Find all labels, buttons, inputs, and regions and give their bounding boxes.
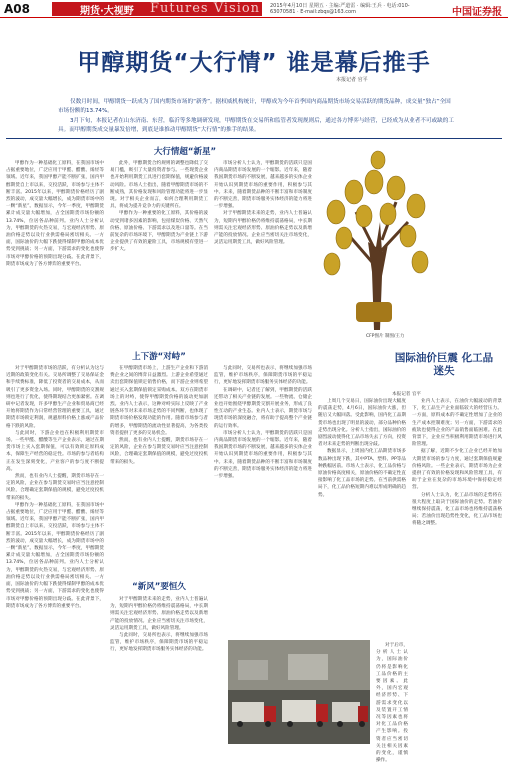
text-column-8: [318, 398, 406, 638]
header-meta: 2015年4月10日 星期五 · 主编:严道雷 · 编辑:王兵 · 电话:010-63070581 · E-mail:zbqs@163.com: [270, 3, 410, 15]
tanker-trucks-icon: [228, 640, 370, 744]
subhead-1: 大行情超“新星”: [153, 147, 217, 157]
article-lead: [58, 98, 454, 136]
tanker-trucks-photo: [228, 640, 370, 744]
paragraph: 然而，也有业内人士提醒，期货市场存在一定的风险，企业在参与期货交易时应当注意控制风险，合理确定套期保值的规模，避免过度投机带来的损失。: [110, 438, 208, 465]
paragraph: 数据显示，上周国内化工品期货市场多数品种出现下跌，其中PTA、塑料、PP等品种跌幅居前。市场人士表示，化工品价格与原油价格高度相关，原油价格的不确定性直接影响了化工品市场的走势。在当前供需格局下，化工品价格短期内难以形成明确的趋势。: [318, 449, 406, 498]
divider: [6, 138, 502, 139]
section-title: 期货·大视野: [80, 6, 134, 17]
page-number: A08: [4, 2, 30, 16]
paragraph: 甲醇作为一种基础化工原料，在我国市场中占据重要地位，广泛应用于甲醛、醋酸、烯烃等领域。近年来，我国甲醇产能不断扩张，国内甲醇期货自上市以来，交投活跃，市场参与主体不断丰富。2015年以来，甲醇期货价格经历了剧烈的波动，成交量大幅增长，成为期货市场中的一颗“新星”。数据显示，今年一季度，甲醇期货累计成交量大幅增加，占全国期货市场份额的13.74%，位居各品种前列。业内人士分析认为，甲醇期货的火热交易，与宏观经济形势、原油价格走势以及行业供需格局密切相关。一方面，国际油价的大幅下跌使得煤制甲醇的成本优势受到挑战；另一方面，下游需求的变化也使得市场对甲醇价格的预期出现分歧。在此背景下，期货市场成为了各方博弈的重要平台。: [6, 502, 104, 609]
paragraph: 据了解，近期不少化工企业已经开始加大期货市场的参与力度，通过套期保值规避价格风险。一些企业表示，期货市场为企业提供了有效的价格发现和风险管理工具，有助于企业在复杂的市场环境中保持稳定经营。: [412, 449, 502, 491]
paragraph: 市场分析人士认为，甲醇期货的活跃只是国内商品期货市场发展的一个缩影。近年来，随着我国期货市场的不断发展，越来越多的实体企业开始认识到期货市场的重要作用，积极参与其中。未来，随着期货品种的不断丰富和市场制度的不断完善，期货市场服务实体经济的能力将进一步增强。: [214, 161, 312, 210]
paragraph: 然而，也有业内人士提醒，期货市场存在一定的风险，企业在参与期货交易时应当注意控制风险，合理确定套期保值的规模，避免过度投机带来的损失。: [6, 474, 104, 501]
paragraph: 对于后市，分析人士认为，国际油价仍将是影响化工品价格的主要因素。此外，国内宏观经济形势、下游需求变化以及装置开工情况等因素也将对化工品价格产生影响。投资者应当密切关注相关因素的变化，谨慎操作。: [376, 643, 408, 764]
paragraph: 甲醇作为一种基础化工原料，在我国市场中占据重要地位，广泛应用于甲醛、醋酸、烯烃等领域。近年来，我国甲醇产能不断扩张，国内甲醇期货自上市以来，交投活跃，市场参与主体不断丰富。2015年以来，甲醇期货价格经历了剧烈的波动，成交量大幅增长，成为期货市场中的一颗“新星”。数据显示，今年一季度，甲醇期货累计成交量大幅增加，占全国期货市场份额的13.74%，位居各品种前列。业内人士分析认为，甲醇期货的火热交易，与宏观经济形势、原油价格走势以及行业供需格局密切相关。一方面，国际油价的大幅下跌使得煤制甲醇的成本优势受到挑战；另一方面，下游需求的变化也使得市场对甲醇价格的预期出现分歧。在此背景下，期货市场成为了各方博弈的重要平台。: [6, 161, 104, 267]
text-column-4: [6, 365, 104, 745]
paragraph: 对于甲醇期货市场的活跃，有分析认为这与近期的政策变化有关。交易所调整了交易保证金和手续费标准，降低了投资者的交易成本，从而吸引了更多资金入场。同时，甲醇期货的交割规则也进行了优化，使得期现结合更加紧密。在调研中记者发现，许多甲醇生产企业和贸易商已经开始将期货作为日常经营管理的重要工具，通过期货市场锁定利润，规避原料价格上涨或产品价格下跌的风险。: [6, 366, 104, 429]
subhead-3: “新风”要恒久: [132, 582, 186, 592]
lead-paragraph: 仅数月时间，甲醇期货一跃成为了国内期货市场的“新秀”。据权威机构统计，甲醇成为今年首季国内商品期货市场交易活跃的期货品种，成交量“独占”全国市场份额的13.74%。: [58, 99, 451, 115]
right-article-byline: 本报记者 官平: [392, 392, 422, 397]
text-column-9: [412, 398, 502, 744]
newspaper-logo: 中国证券报: [452, 7, 502, 18]
paragraph: 业内人士表示，在油价大幅波动的背景下，化工品生产企业面临较大的经营压力。一方面，原料成本的不确定性增加了企业的生产成本控制难度；另一方面，下游需求的疲软也使得企业的产品销售面临困难。在此背景下，企业应当积极利用期货市场进行风险管理。: [412, 399, 502, 448]
text-column-3: [214, 160, 312, 350]
paragraph: 分析人士认为，化工品市场的走势将在很大程度上取决于国际油价的走势。若油价继续保持震荡，化工品市场也将维持震荡格局；若油价出现趋势性变化，化工品市场也将随之调整。: [412, 492, 502, 527]
paragraph: 对于甲醇期货未来的走势，业内人士普遍认为，短期内甲醇价格仍将维持震荡格局，中长期则需关注宏观经济形势、原油价格走势以及新增产能的投放情况。企业应当密切关注市场变化，灵活运用期货工具，做好风险管理。: [214, 211, 312, 246]
paragraph: 在甲醇期货市场上，上游生产企业和下游消费企业之间的博弈日益激烈。上游企业希望通过卖出套期保值锁定销售价格，而下游企业则希望通过买入套期保值锁定采购成本。双方在期货市场上的对峙，使得甲醇期货价格的波动更加剧烈。业内人士表示，这种对峙实际上反映了产业链各环节对未来市场走势的不同判断，也体现了期货市场价格发现功能的作用。随着市场参与者的增多，甲醇期货的流动性显著提高，为各类投资者提供了更多的交易机会。: [110, 366, 208, 436]
article-byline: 本报记者 官平: [336, 77, 368, 83]
text-column-1: [6, 160, 104, 350]
lead-paragraph: 3月下旬，本报记者在山东济南、东营，临沂等多地调研发现，甲醇期货在交易所和监管者发现规则后，通过各方博弈与经营，已经成为从业者不可或缺的工具。而甲醇期货成交量暴发倍增，到底是谁推动甲醇期货“大行情”的推手的结果。: [58, 117, 454, 134]
page-header: [0, 0, 508, 18]
subhead-2: 上下游“对峙”: [132, 352, 186, 362]
paragraph: 与此同时，交易所也表示，将继续加强市场监管，维护市场秩序，保障期货市场的平稳运行，更好地发挥期货市场服务实体经济的功能。: [110, 633, 208, 653]
paragraph: 在调研中，记者还了解到，甲醇期货的活跃还带动了相关产业链的发展。一些物流、仓储企业也开始围绕甲醇期货交割开展业务，形成了良性互动的产业生态。业内人士表示，期货市场与现货市场的深度融合，将有助于提高整个产业链的运行效率。: [214, 387, 312, 429]
paragraph: 此外，甲醇期货合约规则的调整也降低了交易门槛，吸引了大量投资者参与。一些现货企业也开始利用期货工具进行套期保值，规避价格波动风险。市场人士指出，随着甲醇期货市场的不断成熟，其价格发现和风险管理功能将进一步显现。对于相关企业而言，如何合理利用期货工具，将成为提升竞争力的关键所在。: [110, 161, 208, 210]
paragraph: 对于甲醇期货未来的走势，业内人士普遍认为，短期内甲醇价格仍将维持震荡格局，中长期则需关注宏观经济形势、原油价格走势以及新增产能的投放情况。企业应当密切关注市场变化，灵活运用期货工具，做好风险管理。: [110, 597, 208, 631]
text-column-7: [110, 596, 208, 746]
section-title-en: Futures Vision: [150, 1, 261, 16]
paragraph: 与此同时，交易所也表示，将继续加强市场监管，维护市场秩序，保障期货市场的平稳运行，更好地发挥期货市场服务实体经济的功能。: [214, 366, 312, 386]
text-column-2: [110, 160, 208, 350]
right-article-title: 国际油价巨震 化工品迷失: [394, 352, 494, 377]
text-column-6: [214, 365, 312, 635]
paragraph: 与此同时，下游企业也在积极利用期货市场。一些甲醛、醋酸等生产企业表示，通过在期货市场上买入套期保值，可以有效锁定原料成本，保障生产经营的稳定性。市场的参与者结构正在发生深刻变化，产业客户的参与度不断提高。: [6, 430, 104, 472]
illustration-caption: CFP图片 制图/王力: [366, 334, 405, 339]
paragraph: 上周几个交易日，国际油价出现大幅度的震荡走势，4月6日，国际油价大涨，但随后又大幅回落。受此影响，国内化工品期货市场也出现了明显的波动，部分品种价格走势出现分化。分析人士指出，国际油价的剧烈波动使得化工品市场失去了方向，投资者对未来走势的判断出现分歧。: [318, 399, 406, 448]
money-tree-illustration: [316, 152, 436, 330]
paragraph: 甲醇作为一种重要的化工原料，其价格的波动受到诸多因素的影响，包括煤炭价格、天然气价格、原油价格、下游需求以及进口量等。在当前复杂的市场环境下，甲醇期货为产业链上下游企业提供了有效的避险工具，市场规模有望进一步扩大。: [110, 211, 208, 253]
money-tree-icon: [316, 152, 436, 330]
text-column-5: [110, 365, 208, 575]
paragraph: 市场分析人士认为，甲醇期货的活跃只是国内商品期货市场发展的一个缩影。近年来，随着我国期货市场的不断发展，越来越多的实体企业开始认识到期货市场的重要作用，积极参与其中。未来，随着期货品种的不断丰富和市场制度的不断完善，期货市场服务实体经济的能力将进一步增强。: [214, 430, 312, 480]
article-title: 甲醇期货“大行情” 谁是幕后推手: [77, 50, 431, 76]
text-column-10: [376, 642, 408, 764]
